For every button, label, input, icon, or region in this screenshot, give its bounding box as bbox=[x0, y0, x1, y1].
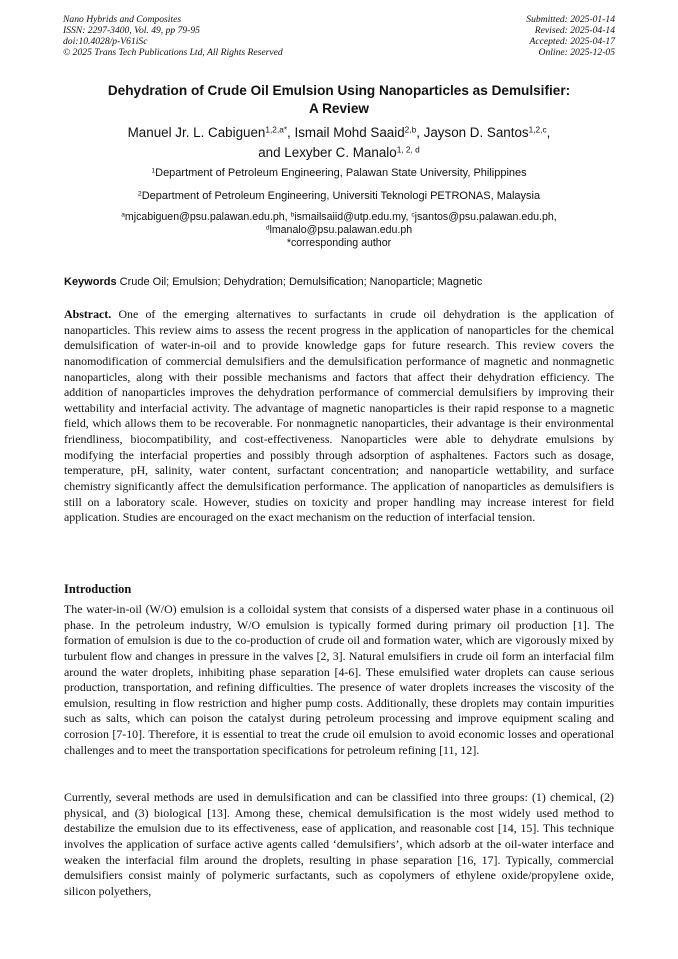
affiliation-sup: 2 bbox=[137, 190, 142, 198]
email-sup: d bbox=[265, 224, 270, 232]
email-separator: , bbox=[284, 211, 291, 223]
intro-paragraph-1: The water-in-oil (W/O) emulsion is a colloidal system that consists of a dispersed water phase in a continuous oil phase. In the petroleum industry, W/O emulsion is typically formed during primary oil production [1]. The formation of emulsion is due to the co-production of crude oil and formation water, which are vigorously mixed by turbulent flow and changes in pressure in the valves [2, 3]. Natural emulsifiers in crude oil form an interfacial film around the water droplets, inhibiting phase separation [4-6]. These emulsified water droplets can cause serious production, transportation, and refining difficulties. The presence of water droplets increases the viscosity of the emulsion, resulting in flow restriction and higher pump costs. Additionally, these droplets may contain impurities such as salts, which can poison the catalyst during petroleum processing and improve equipment scaling and corrosion [7-10]. Therefore, it is essential to treat the crude oil emulsion to avoid economic losses and operational challenges and to meet the transportation specifications for petroleum refining [11, 12]. bbox=[64, 602, 614, 757]
email-address[interactable]: lmanalo@psu.palawan.edu.ph bbox=[269, 224, 413, 236]
author-separator: , bbox=[287, 125, 295, 140]
email-sup: c bbox=[411, 211, 415, 219]
author-sup: 1,2,c bbox=[528, 124, 547, 135]
email-address[interactable]: ismailsaiid@utp.edu.my bbox=[294, 211, 406, 223]
author-list bbox=[40, 123, 638, 162]
paper-title bbox=[40, 82, 638, 118]
abstract-paragraph bbox=[64, 307, 614, 526]
email-address[interactable]: jsantos@psu.palawan.edu.ph bbox=[414, 211, 554, 223]
author-separator: , bbox=[546, 125, 551, 140]
email-sup: a bbox=[121, 211, 125, 219]
title-line-2: A Review bbox=[309, 101, 369, 116]
author-sup: 1,2,a* bbox=[265, 124, 288, 135]
author bbox=[424, 125, 551, 140]
intro-paragraph-2: Currently, several methods are used in demulsification and can be classified into three groups: (1) chemical, (2) physical, and (3) biological [13]. Among these, chemical demulsification is the most widely used method to destabilize the emulsion due to its effectiveness, ease of application, and reasonable cost [14, 15]. This technique involves the application of surface active agents called ‘demulsifiers’, which adsorb at the oil-water interface and weaken the interfacial film around the droplets, resulting in phase separation [16, 17]. Typically, commercial demulsifiers consist mainly of polymeric surfactants, such as copolymers of ethylene oxide/propylene oxide, silicon polyethers, bbox=[64, 790, 614, 898]
affiliation-1 bbox=[30, 167, 648, 180]
author-name: Jayson D. Santos bbox=[423, 125, 529, 140]
author-name: Ismail Mohd Saaid bbox=[294, 125, 405, 140]
doi-text: doi:10.4028/p-V61iSc bbox=[63, 35, 148, 47]
email-sup: b bbox=[290, 211, 295, 219]
email-block bbox=[30, 211, 648, 250]
author-name: Manuel Jr. L. Cabiguen bbox=[127, 125, 266, 140]
corresponding-note: *corresponding author bbox=[286, 237, 392, 249]
submitted-date: Submitted: 2025-01-14 bbox=[526, 14, 615, 25]
copyright-text: © 2025 Trans Tech Publications Ltd, All Rights Reserved bbox=[63, 46, 283, 58]
affiliation-text: Department of Petroleum Engineering, Universiti Teknologi PETRONAS, Malaysia bbox=[141, 190, 541, 202]
author-sup: 1, 2, d bbox=[396, 143, 420, 154]
affiliation-sup: 1 bbox=[151, 167, 156, 175]
keywords-text: Crude Oil; Emulsion; Dehydration; Demulsification; Nanoparticle; Magnetic bbox=[119, 276, 483, 288]
author-prefix: and bbox=[258, 144, 285, 160]
journal-name: Nano Hybrids and Composites bbox=[63, 14, 182, 25]
accepted-date: Accepted: 2025-04-17 bbox=[529, 35, 615, 47]
online-date: Online: 2025-12-05 bbox=[538, 46, 615, 58]
email-line-2 bbox=[30, 224, 648, 237]
author-name: Lexyber C. Manalo bbox=[284, 144, 397, 160]
keywords-line bbox=[64, 276, 624, 289]
author-separator: , bbox=[416, 125, 424, 140]
author-sup: 2,b bbox=[404, 124, 417, 135]
author bbox=[258, 145, 420, 160]
abstract-label: Abstract. bbox=[64, 307, 112, 321]
title-line-1: Dehydration of Crude Oil Emulsion Using Nanoparticles as Demulsifier: bbox=[107, 83, 571, 98]
email-line-1 bbox=[30, 211, 648, 224]
header-dates bbox=[526, 15, 615, 59]
keywords-label: Keywords bbox=[64, 276, 117, 288]
introduction-heading: Introduction bbox=[64, 582, 132, 596]
email-separator: , bbox=[405, 211, 412, 223]
author bbox=[295, 125, 424, 140]
affiliation-2 bbox=[30, 190, 648, 203]
email-separator: , bbox=[553, 211, 557, 223]
revised-date: Revised: 2025-04-14 bbox=[534, 24, 615, 36]
abstract-text: One of the emerging alternatives to surfactants in crude oil dehydration is the application of nanoparticles. This review aims to assess the recent progress in the application of nanoparticles for the chemical demulsification of water-in-oil and to provide knowledge gaps for future research. This review covers the nanomodification of commercial demulsifiers and the demulsification performance of magnetic and nonmagnetic nanoparticles, along with their possible mechanisms and factors that affect their dehydration efficiency. The addition of nanoparticles improves the dehydration performance of commercial demulsifiers by improving their wettability and interfacial activity. The advantage of magnetic nanoparticles is their rapid response to a magnetic field, which allows them to be recoverable. For nonmagnetic nanoparticles, their advantage is their environmental friendliness, biocompatibility, and cost-effectiveness. Nanoparticles were able to dehydrate emulsions by modifying the interfacial properties and possibly through adsorption of asphaltenes. Factors such as dosage, temperature, pH, salinity, water content, surfactant concentration; and nanoparticle wettability, and surface chemistry significantly affect the demulsification performance. The application of nanoparticles as demulsifiers is still on a laboratory scale. However, studies on toxicity and proper handling may increase interest for field application. Studies are encouraged on the exact mechanism on the reduction of interfacial tension. bbox=[64, 307, 615, 525]
affiliation-text: Department of Petroleum Engineering, Palawan State University, Philippines bbox=[155, 167, 527, 179]
issn-line: ISSN: 2297-3400, Vol. 49, pp 79-95 bbox=[63, 24, 200, 36]
header-journal-info bbox=[63, 15, 283, 59]
email-address[interactable]: mjcabiguen@psu.palawan.edu.ph bbox=[124, 211, 285, 223]
author bbox=[128, 125, 295, 140]
